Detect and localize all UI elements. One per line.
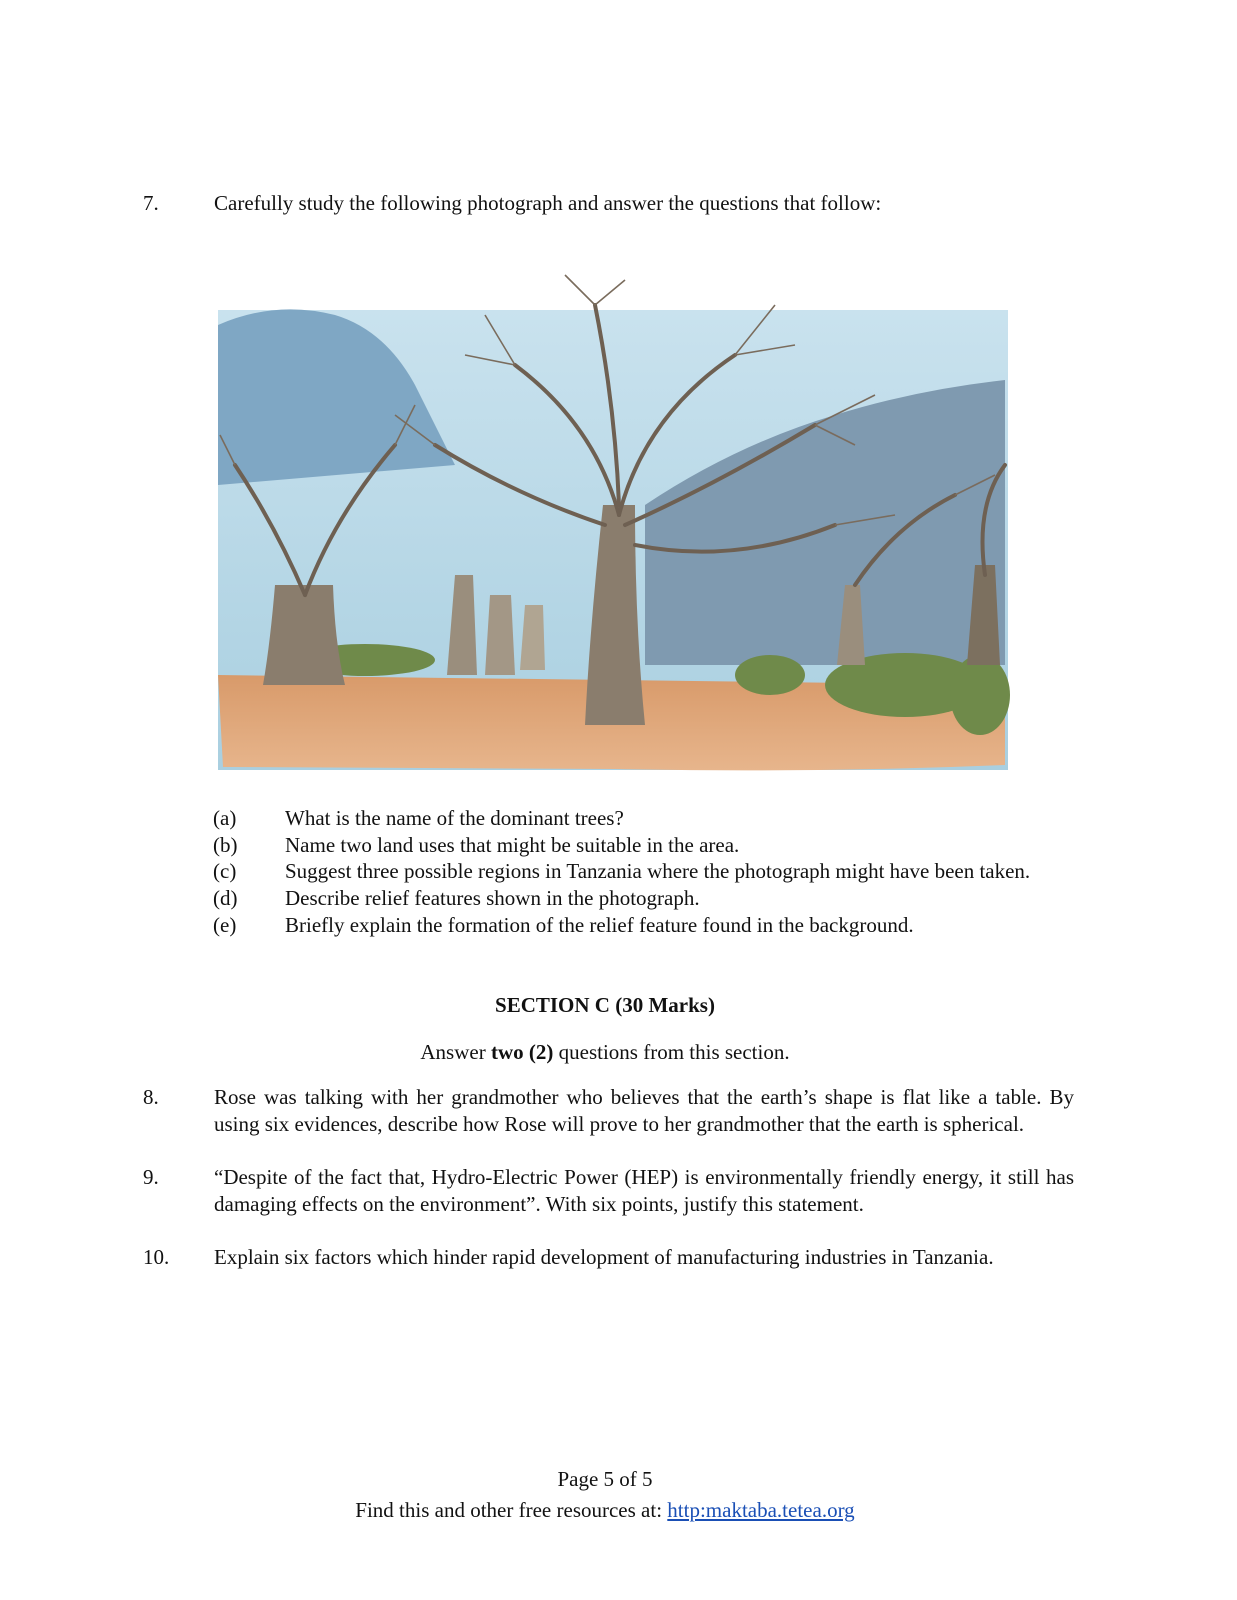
q7-b-text: Name two land uses that might be suitable in the area.: [285, 833, 740, 857]
instruction-pre: Answer: [420, 1040, 491, 1064]
question-7-number: 7.: [143, 191, 159, 215]
baobab-photograph: [215, 245, 1010, 773]
q7-e-text: Briefly explain the formation of the relief feature found in the background.: [285, 913, 914, 937]
question-9-text: “Despite of the fact that, Hydro-Electric Power (HEP) is environmentally friendly energy, it still has damaging effects on the environment”. With six points, justify this statement.: [214, 1165, 1074, 1216]
question-10-number: 10.: [143, 1245, 170, 1269]
instruction-bold: two (2): [490, 1040, 554, 1064]
section-c-title: SECTION C (30 Marks): [495, 993, 715, 1017]
section-c-instruction: [0, 1039, 1210, 1066]
q7-e-label: (e): [213, 913, 237, 937]
q7-d-text: Describe relief features shown in the photograph.: [285, 886, 700, 910]
question-9-number: 9.: [143, 1165, 159, 1189]
footer-resources-text: Find this and other free resources at:: [355, 1498, 668, 1522]
q7-a-label: (a): [213, 806, 237, 830]
question-8-number: 8.: [143, 1085, 159, 1109]
q7-c-label: (c): [213, 859, 237, 883]
q7-d-label: (d): [213, 886, 238, 910]
footer-resources: [0, 1497, 1210, 1524]
page-number: Page 5 of 5: [557, 1467, 653, 1491]
q7-b-label: (b): [213, 833, 238, 857]
question-8-text: Rose was talking with her grandmother who believes that the earth’s shape is flat like a table. By using six evidences, describe how Rose will prove to her grandmother that the earth is spherical.: [214, 1085, 1074, 1136]
q7-c-text: Suggest three possible regions in Tanzania where the photograph might have been taken.: [285, 859, 1031, 883]
instruction-post: questions from this section.: [553, 1040, 790, 1064]
question-10-text: Explain six factors which hinder rapid development of manufacturing industries in Tanzania.: [214, 1245, 994, 1269]
question-7-text: Carefully study the following photograph and answer the questions that follow:: [214, 191, 882, 215]
resources-link[interactable]: http:maktaba.tetea.org: [667, 1498, 855, 1522]
q7-a-text: What is the name of the dominant trees?: [285, 806, 624, 830]
